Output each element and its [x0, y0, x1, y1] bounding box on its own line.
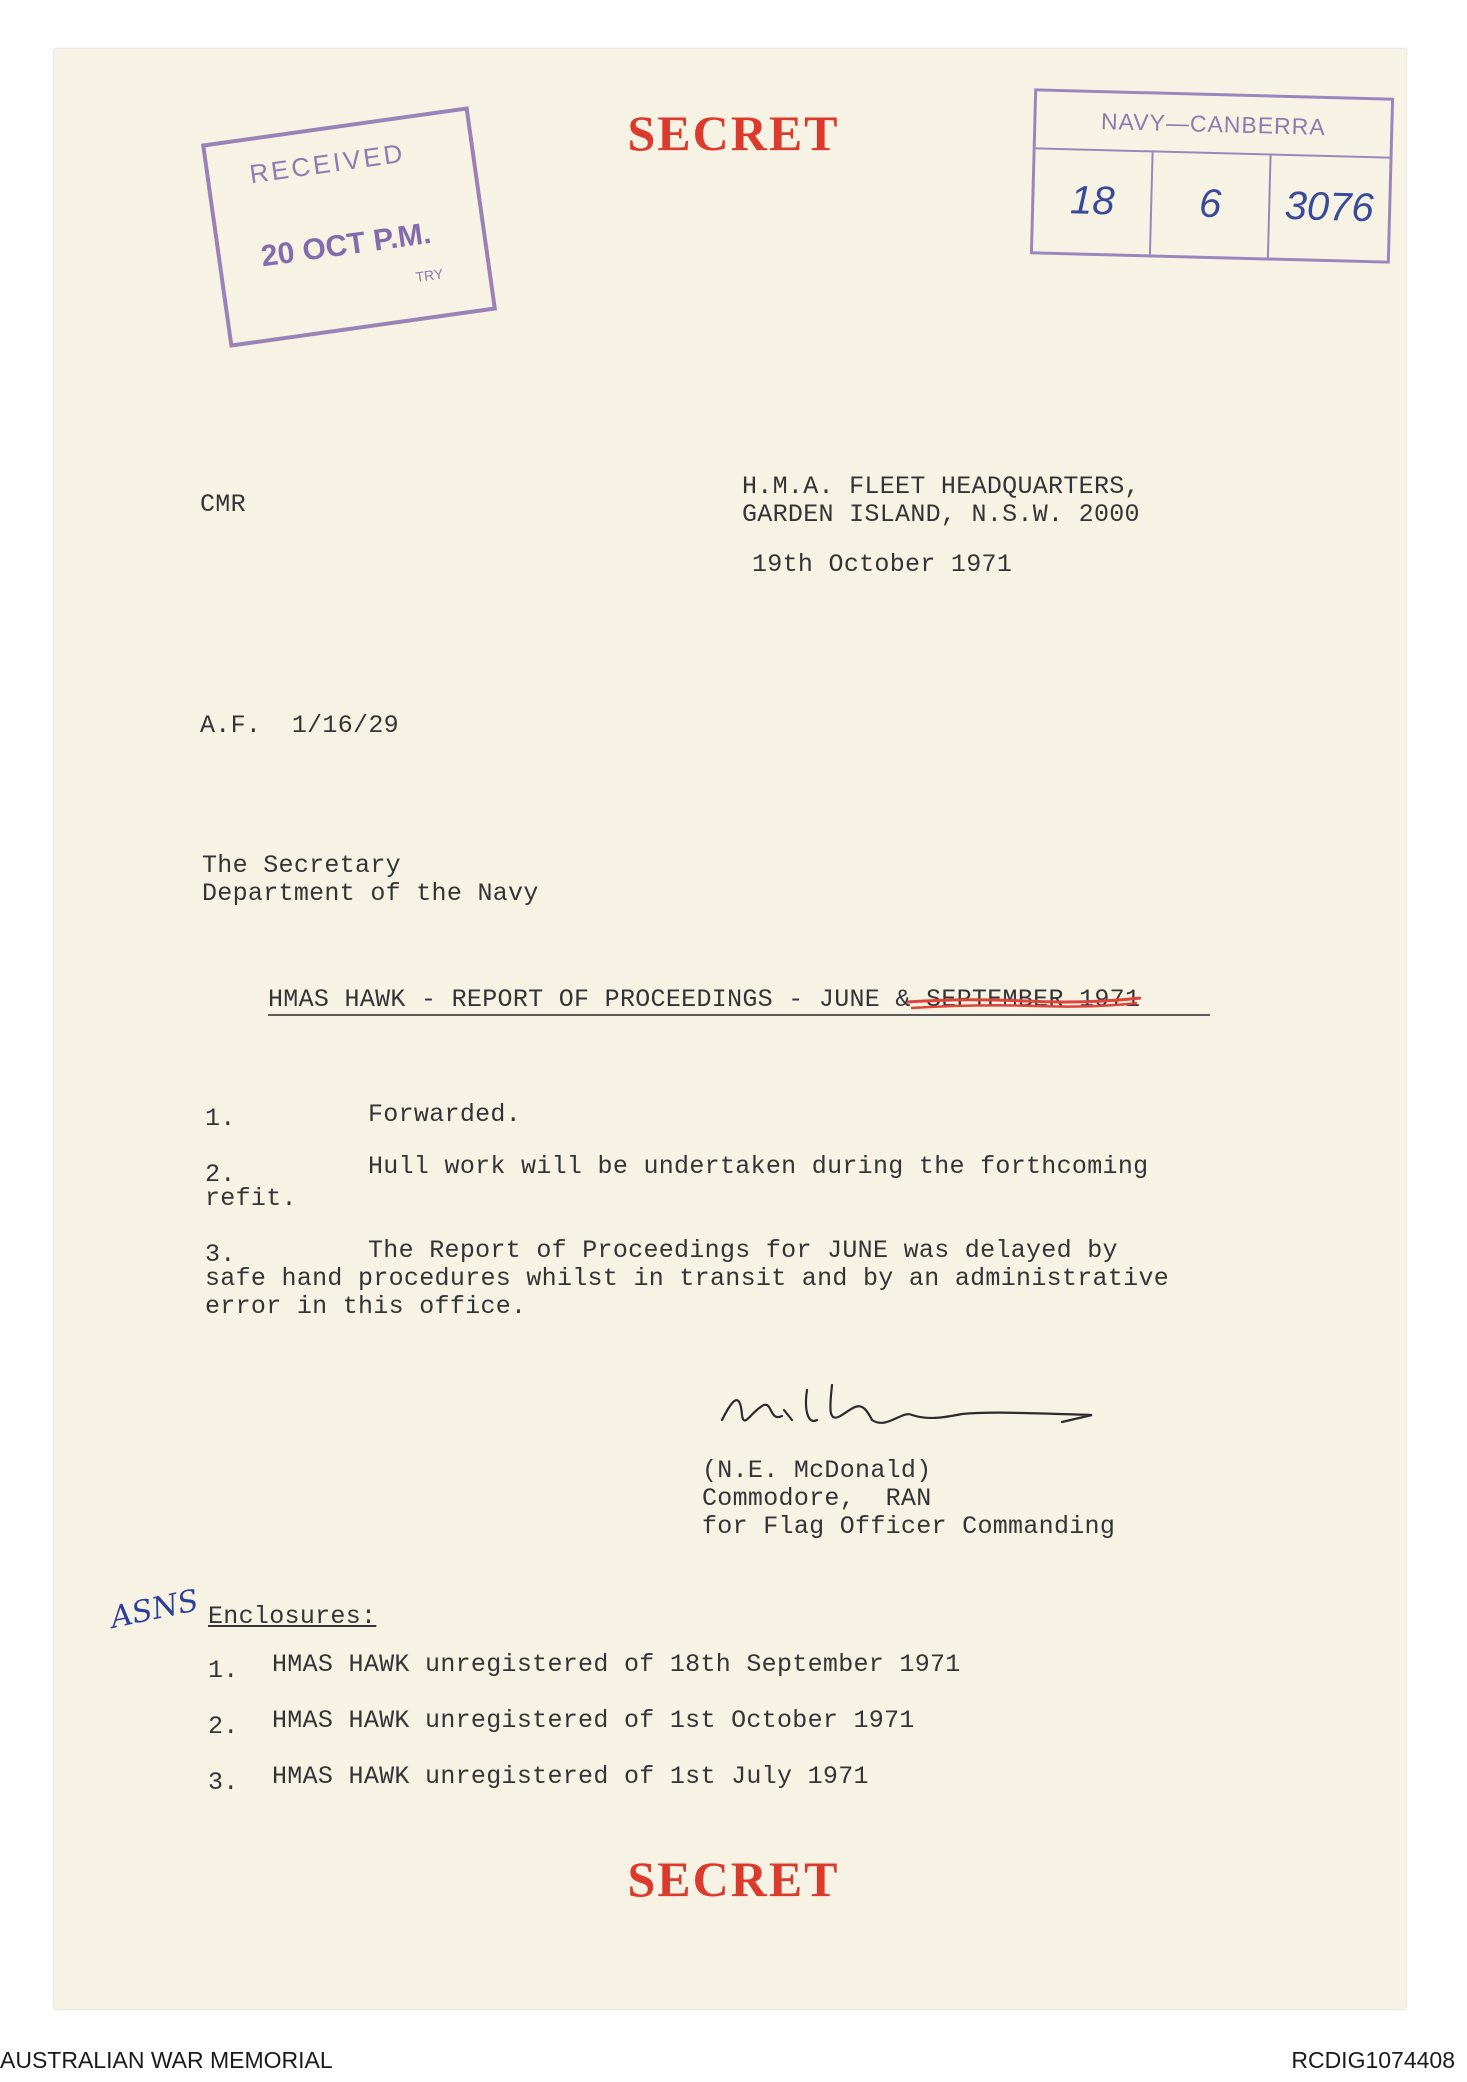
enclosures-heading: Enclosures:	[208, 1602, 377, 1631]
address-line-1: H.M.A. FLEET HEADQUARTERS,	[742, 472, 1140, 501]
para-3-line-3: error in this office.	[205, 1292, 527, 1321]
file-reference: A.F. 1/16/29	[200, 711, 399, 740]
letter-date: 19th October 1971	[752, 550, 1013, 579]
footer-institution: AUSTRALIAN WAR MEMORIAL	[0, 2047, 333, 2073]
para-1-text: Forwarded.	[368, 1100, 522, 1129]
signatory-rank: Commodore, RAN	[702, 1484, 932, 1513]
recipient-line-1: The Secretary	[202, 851, 401, 880]
para-2-number: 2.	[205, 1160, 236, 1189]
originator-ref: CMR	[200, 490, 246, 519]
address-line-2: GARDEN ISLAND, N.S.W. 2000	[742, 500, 1140, 529]
red-strikethrough	[905, 986, 1145, 1016]
navy-register-stamp	[1030, 88, 1394, 263]
para-1-number: 1.	[205, 1104, 236, 1133]
para-2-line-2: refit.	[205, 1184, 297, 1213]
signatory-name: (N.E. McDonald)	[702, 1456, 932, 1485]
subject-year: 1971	[1079, 985, 1141, 1014]
signatory-role: for Flag Officer Commanding	[702, 1512, 1116, 1541]
para-3-line-1: The Report of Proceedings for JUNE was delayed by	[368, 1236, 1118, 1265]
enclosure-2-number: 2.	[208, 1712, 239, 1741]
received-stamp-date: 20 OCT P.M.	[259, 216, 434, 274]
enclosure-1-text: HMAS HAWK unregistered of 18th September 1971	[272, 1650, 961, 1679]
subject-struck: & SEPTEMBER	[895, 985, 1064, 1014]
received-stamp-line3: TRY	[414, 265, 445, 286]
enclosure-2-text: HMAS HAWK unregistered of 1st October 1971	[272, 1706, 915, 1735]
classification-top: SECRET	[627, 105, 840, 161]
para-3-number: 3.	[205, 1240, 236, 1269]
subject-main: HMAS HAWK - REPORT OF PROCEEDINGS - JUNE	[268, 985, 881, 1014]
margin-annotation: ASNS	[107, 1583, 202, 1636]
navy-stamp-cell-3: 3076	[1284, 183, 1375, 231]
classification-bottom: SECRET	[627, 1851, 840, 1907]
received-stamp	[201, 106, 497, 348]
enclosure-3-text: HMAS HAWK unregistered of 1st July 1971	[272, 1762, 869, 1791]
footer-catalogue-id: RCDIG1074408	[1291, 2047, 1455, 2073]
navy-stamp-cell-2: 6	[1198, 181, 1222, 227]
recipient-line-2: Department of the Navy	[202, 879, 539, 908]
received-stamp-line1: RECEIVED	[247, 137, 408, 190]
navy-stamp-title: NAVY—CANBERRA	[1036, 91, 1391, 158]
para-3-line-2: safe hand procedures whilst in transit and by an administrative	[205, 1264, 1170, 1293]
enclosure-3-number: 3.	[208, 1768, 239, 1797]
navy-stamp-cell-1: 18	[1069, 178, 1116, 224]
enclosure-1-number: 1.	[208, 1656, 239, 1685]
signature	[712, 1370, 1112, 1445]
para-2-line-1: Hull work will be undertaken during the forthcoming	[368, 1152, 1149, 1181]
